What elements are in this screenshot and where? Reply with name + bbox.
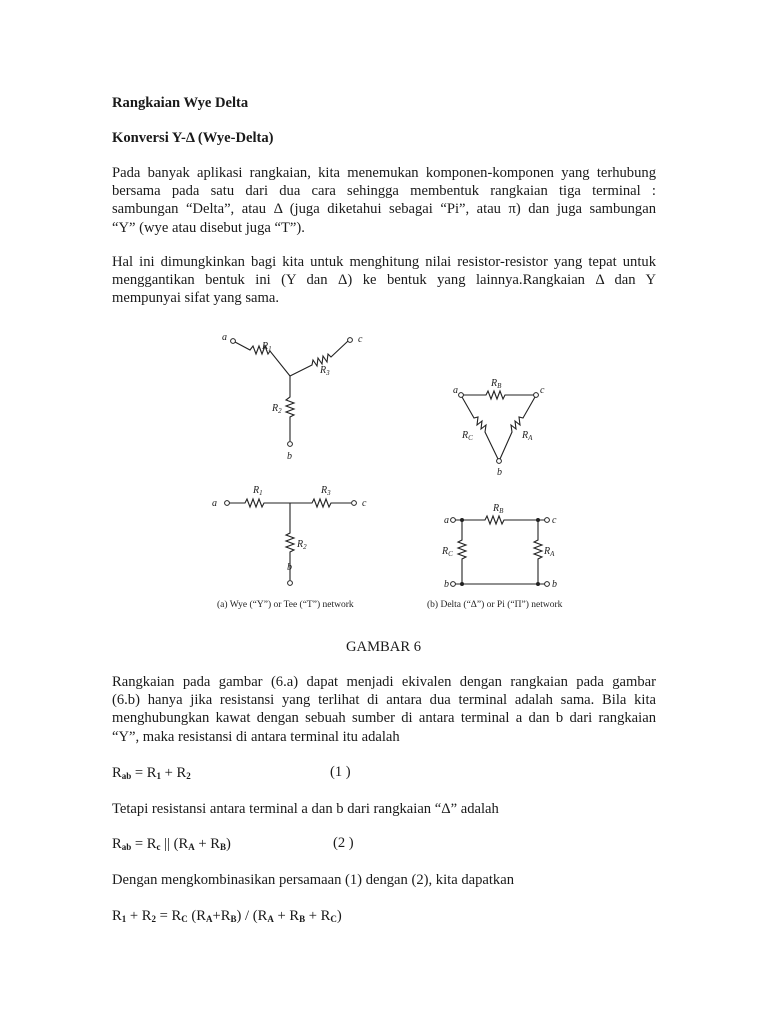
paragraph-line: Rangkaian pada gambar (6.a) dapat menjadi ekivalen dengan rangkaian pada gambar: [112, 674, 656, 690]
label-r2: $R_2$: [297, 539, 307, 551]
equation-2-number: (2 ): [333, 835, 354, 851]
pi-network-bottom: [441, 503, 557, 590]
paragraph-1: [112, 164, 656, 237]
paragraph-line: menghubungkan kawat dengan sebuah sumber di antara terminal a dan b dari rangkaian: [112, 710, 656, 727]
label-r2: $R_2$: [272, 403, 282, 415]
paragraph-line: “Y” (wye atau disebut juga “T”).: [112, 219, 305, 236]
label-rb: $R_B$: [491, 378, 502, 390]
caption-delta: (b) Delta (“Δ”) or Pi (“Π”) network: [427, 600, 563, 610]
label-r3: $R_3$: [320, 365, 330, 377]
label-r1: $R_1$: [253, 485, 263, 497]
label-b: b: [287, 562, 292, 573]
paragraph-line: (6.b) hanya jika resistansi yang terlihat di antara dua terminal adalah sama. Bila kita: [112, 692, 656, 709]
label-c: c: [362, 498, 367, 509]
label-rc: $R_C$: [442, 546, 453, 558]
paragraph-line: “Y”, maka resistansi di antara terminal itu adalah: [112, 728, 400, 745]
tee-network-bottom: [212, 485, 367, 585]
equation-2: $R_{ab} = R_c$ || $(R_A + R_B)$: [112, 836, 231, 852]
figure-label: GAMBAR 6: [346, 639, 422, 655]
delta-network-top: [453, 378, 545, 478]
label-ra: $R_A$: [522, 430, 533, 442]
wye-delta-figure: [200, 325, 580, 605]
label-ra: $R_A$: [544, 546, 555, 558]
label-a: a: [212, 498, 217, 509]
caption-wye: (a) Wye (“Y”) or Tee (“T”) network: [217, 600, 354, 610]
label-c: c: [540, 385, 545, 396]
equation-1-number: (1 ): [330, 764, 351, 780]
paragraph-5: Dengan mengkombinasikan persamaan (1) dengan (2), kita dapatkan: [112, 872, 514, 888]
label-b: b: [287, 451, 292, 462]
paragraph-line: menggantikan bentuk ini (Y dan Δ) ke bentuk yang lainnya.Rangkaian Δ dan Y: [112, 272, 656, 289]
paragraph-4: Tetapi resistansi antara terminal a dan b dari rangkaian “Δ” adalah: [112, 801, 499, 817]
label-b: b: [444, 579, 449, 590]
equation-3: $R_1 + R_2 = R_C$ $(R_A+R_B) / (R_A + R_B + R_C)$: [112, 908, 342, 924]
paragraph-line: Pada banyak aplikasi rangkaian, kita menemukan komponen-komponen yang terhubung: [112, 165, 656, 181]
doc-title: Rangkaian Wye Delta: [112, 95, 249, 111]
label-r1: $R_1$: [262, 341, 272, 353]
label-a: a: [444, 515, 449, 526]
wye-network-top: [222, 332, 363, 462]
paragraph-3: [112, 673, 656, 746]
label-c: c: [552, 515, 557, 526]
paragraph-line: sambungan “Delta”, atau Δ (juga diketahui sebagai “Pi”, atau π) dan juga sambungan: [112, 201, 656, 218]
paragraph-line: bersama pada satu dari dua cara sehingga membentuk rangkaian tiga terminal :: [112, 183, 656, 200]
paragraph-line: mempunyai sifat yang sama.: [112, 290, 279, 307]
paragraph-line: Hal ini dimungkinkan bagi kita untuk menghitung nilai resistor-resistor yang tepat untuk: [112, 254, 656, 270]
label-b: b: [552, 579, 557, 590]
label-rb: $R_B$: [493, 503, 504, 515]
label-b: b: [497, 467, 502, 478]
equation-1: $R_{ab} = R_1 + R_2$: [112, 765, 191, 781]
doc-subtitle: Konversi Y-Δ (Wye-Delta): [112, 130, 274, 146]
label-a: a: [222, 332, 227, 343]
label-c: c: [358, 334, 363, 345]
label-a: a: [453, 385, 458, 396]
label-r3: $R_3$: [321, 485, 331, 497]
label-rc: $R_C$: [462, 430, 473, 442]
paragraph-2: [112, 253, 656, 308]
